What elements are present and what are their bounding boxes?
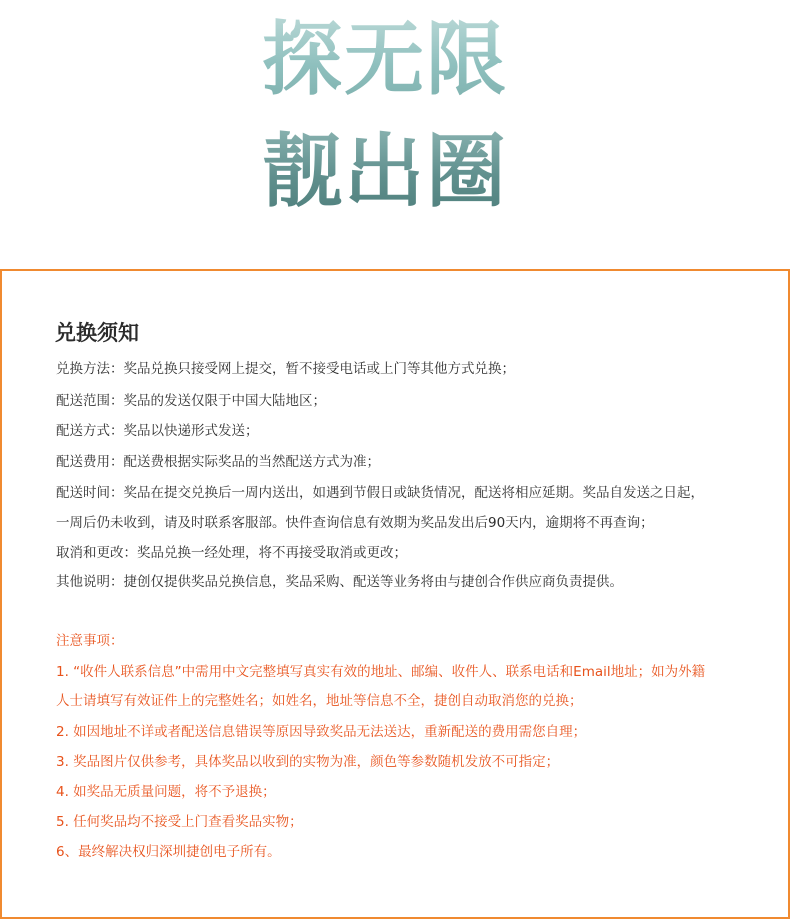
banner-slogan-line-2: 靓出圈 — [262, 126, 542, 218]
rule-delivery-method: 配送方式：奖品以快递形式发送； — [56, 423, 259, 439]
caution-item-3: 3. 奖品图片仅供参考，具体奖品以收到的实物为准，颜色等参数随机发放不可指定； — [56, 754, 560, 770]
banner — [0, 0, 790, 268]
rule-cancel-change: 取消和更改：奖品兑换一经处理，将不再接受取消或更改； — [56, 545, 407, 561]
rule-delivery-range: 配送范围：奖品的发送仅限于中国大陆地区； — [56, 393, 326, 409]
caution-item-5: 5. 任何奖品均不接受上门查看奖品实物； — [56, 814, 303, 830]
banner-slogan-line-1: 探无限 — [262, 14, 542, 106]
exchange-notice-panel — [0, 269, 790, 919]
caution-item-4: 4. 如奖品无质量问题，将不予退换； — [56, 784, 276, 800]
rule-delivery-time: 配送时间：奖品在提交兑换后一周内送出，如遇到节假日或缺货情况，配送将相应延期。奖品自发送之日起， — [56, 485, 704, 501]
notice-title: 兑换须知 — [55, 321, 139, 345]
caution-item-2: 2. 如因地址不详或者配送信息错误等原因导致奖品无法送达，重新配送的费用需您自理； — [56, 724, 587, 740]
caution-item-1: 1. “收件人联系信息”中需用中文完整填写真实有效的地址、邮编、收件人、联系电话和Email地址；如为外籍 — [56, 664, 706, 680]
rule-other-notes: 其他说明：捷创仅提供奖品兑换信息，奖品采购、配送等业务将由与捷创合作供应商负责提供。 — [56, 574, 623, 590]
caution-item-6: 6、最终解决权归深圳捷创电子所有。 — [56, 844, 281, 860]
caution-item-1-cont: 人士请填写有效证件上的完整姓名；如姓名，地址等信息不全，捷创自动取消您的兑换； — [56, 693, 583, 709]
caution-title: 注意事项： — [56, 633, 124, 649]
rule-delivery-fee: 配送费用：配送费根据实际奖品的当然配送方式为准； — [56, 454, 380, 470]
rule-exchange-method: 兑换方法：奖品兑换只接受网上提交，暂不接受电话或上门等其他方式兑换； — [56, 361, 515, 377]
rule-delivery-time-cont: 一周后仍未收到，请及时联系客服部。快件查询信息有效期为奖品发出后90天内，逾期将不再查询； — [56, 515, 654, 531]
